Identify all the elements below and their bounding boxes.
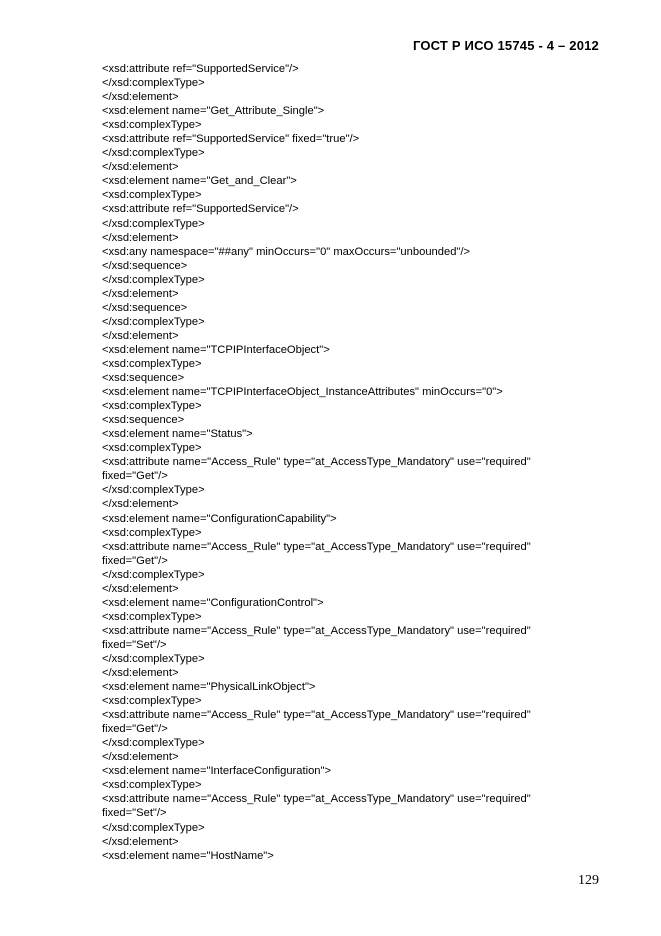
page-header: ГОСТ Р ИСО 15745 - 4 – 2012 xyxy=(412,38,599,53)
code-line: <xsd:attribute name="Access_Rule" type="at_AccessType_Mandatory" use="required" xyxy=(102,709,531,722)
code-line: <xsd:element name="TCPIPInterfaceObject"> xyxy=(102,343,330,356)
code-line: <xsd:complexType> xyxy=(102,119,202,132)
code-line: <xsd:sequence> xyxy=(102,372,185,385)
code-line: fixed="Set"/> xyxy=(102,807,167,820)
code-line: <xsd:complexType> xyxy=(102,526,202,539)
code-line: </xsd:complexType> xyxy=(102,77,205,90)
xsd-code-listing xyxy=(102,62,602,863)
code-line: </xsd:complexType> xyxy=(102,484,205,497)
code-line: <xsd:element name="ConfigurationControl"> xyxy=(102,596,324,609)
code-line: fixed="Get"/> xyxy=(102,723,168,736)
code-line: </xsd:element> xyxy=(102,582,179,595)
code-line: </xsd:element> xyxy=(102,287,179,300)
code-line: <xsd:complexType> xyxy=(102,357,202,370)
code-line: </xsd:element> xyxy=(102,231,179,244)
code-line: <xsd:attribute name="Access_Rule" type="at_AccessType_Mandatory" use="required" xyxy=(102,456,531,469)
code-line: </xsd:complexType> xyxy=(102,821,205,834)
page-number: 129 xyxy=(578,873,599,888)
code-line: </xsd:element> xyxy=(102,329,179,342)
code-line: <xsd:attribute ref="SupportedService" fixed="true"/> xyxy=(102,133,360,146)
code-line: <xsd:element name="TCPIPInterfaceObject_InstanceAttributes" minOccurs="0"> xyxy=(102,386,503,399)
code-line: <xsd:any namespace="##any" minOccurs="0" maxOccurs="unbounded"/> xyxy=(102,245,471,258)
code-line: <xsd:sequence> xyxy=(102,414,185,427)
code-line: <xsd:element name="Get_and_Clear"> xyxy=(102,175,297,188)
code-line: fixed="Set"/> xyxy=(102,638,167,651)
code-line: <xsd:complexType> xyxy=(102,695,202,708)
code-line: <xsd:element name="HostName"> xyxy=(102,849,274,862)
code-line: </xsd:complexType> xyxy=(102,273,205,286)
code-line: </xsd:sequence> xyxy=(102,301,188,314)
code-line: </xsd:element> xyxy=(102,751,179,764)
code-line: </xsd:element> xyxy=(102,835,179,848)
code-line: <xsd:attribute name="Access_Rule" type="at_AccessType_Mandatory" use="required" xyxy=(102,624,531,637)
code-line: fixed="Get"/> xyxy=(102,470,168,483)
code-line: </xsd:element> xyxy=(102,667,179,680)
code-line: </xsd:complexType> xyxy=(102,568,205,581)
code-line: <xsd:attribute ref="SupportedService"/> xyxy=(102,63,299,75)
code-line: <xsd:element name="InterfaceConfiguration"> xyxy=(102,765,332,778)
code-line: </xsd:complexType> xyxy=(102,147,205,160)
code-line: <xsd:complexType> xyxy=(102,442,202,455)
code-line: <xsd:complexType> xyxy=(102,189,202,202)
code-line: </xsd:complexType> xyxy=(102,217,205,230)
code-line: <xsd:element name="Get_Attribute_Single"> xyxy=(102,105,325,118)
code-line: <xsd:element name="PhysicalLinkObject"> xyxy=(102,681,316,694)
code-line: </xsd:element> xyxy=(102,498,179,511)
code-line: <xsd:element name="ConfigurationCapability"> xyxy=(102,512,337,525)
code-line: <xsd:complexType> xyxy=(102,610,202,623)
code-line: </xsd:complexType> xyxy=(102,315,205,328)
code-line: <xsd:attribute name="Access_Rule" type="at_AccessType_Mandatory" use="required" xyxy=(102,793,531,806)
code-line: fixed="Get"/> xyxy=(102,554,168,567)
code-line: </xsd:complexType> xyxy=(102,737,205,750)
code-line: </xsd:element> xyxy=(102,161,179,174)
code-line: <xsd:element name="Status"> xyxy=(102,428,253,441)
code-line: <xsd:complexType> xyxy=(102,400,202,413)
code-line: <xsd:complexType> xyxy=(102,779,202,792)
code-line: <xsd:attribute name="Access_Rule" type="at_AccessType_Mandatory" use="required" xyxy=(102,540,531,553)
code-line: </xsd:element> xyxy=(102,91,179,104)
code-line: </xsd:sequence> xyxy=(102,259,188,272)
code-line: </xsd:complexType> xyxy=(102,652,205,665)
code-line: <xsd:attribute ref="SupportedService"/> xyxy=(102,203,299,216)
